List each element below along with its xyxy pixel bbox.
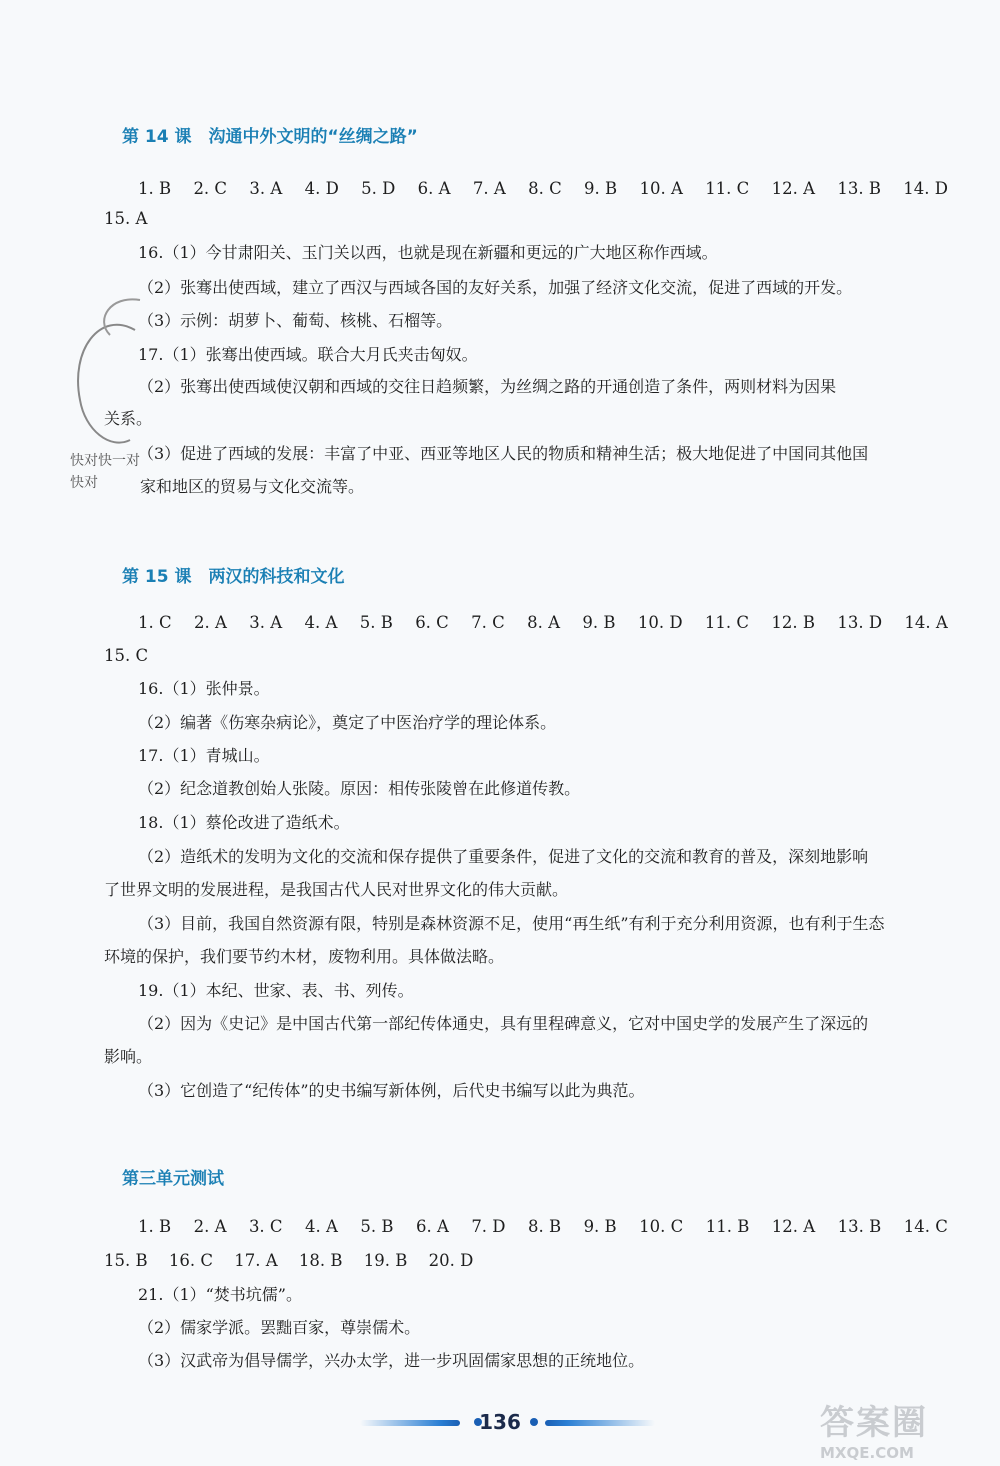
- footer-bar-right: [545, 1420, 655, 1426]
- answer-line: 关系。: [104, 409, 153, 428]
- answer-line: （2）造纸术的发明为文化的交流和保存提供了重要条件，促进了文化的交流和教育的普及，深刻地影响: [138, 847, 869, 866]
- unit-3-answers: [138, 1216, 948, 1238]
- answer-item: 14. C: [903, 1217, 948, 1236]
- footer-bar-left: [360, 1420, 460, 1426]
- answer-line: 16.（1）今甘肃阳关、玉门关以西，也就是现在新疆和更远的广大地区称作西域。: [138, 243, 718, 262]
- answer-item: 1. C: [138, 613, 172, 632]
- answer-item: 14. D: [903, 179, 948, 198]
- answer-item: 2. A: [193, 613, 227, 632]
- answer-item: 12. A: [771, 179, 816, 198]
- answer-item: 9. B: [584, 179, 618, 198]
- answer-item: 20. D: [428, 1251, 474, 1270]
- lesson-15-heading: 第 15 课 两汉的科技和文化: [122, 567, 345, 587]
- answer-item: 11. C: [704, 613, 750, 632]
- answer-item: 10. D: [637, 613, 683, 632]
- answer-item: 3. A: [249, 179, 283, 198]
- answer-item: 13. B: [837, 1217, 882, 1236]
- answer-item: 4. A: [304, 613, 338, 632]
- answer-line: 18.（1）蔡伦改进了造纸术。: [138, 813, 350, 832]
- answer-item: 10. A: [639, 179, 683, 198]
- answer-item: 2. C: [193, 179, 228, 198]
- pen-mark-icon: [40, 290, 150, 460]
- lesson-14-answers-cont: [104, 208, 163, 230]
- answer-item: 7. D: [471, 1217, 506, 1236]
- answer-line: （2）编著《伤寒杂病论》，奠定了中医治疗学的理论体系。: [138, 713, 557, 732]
- answer-line: 影响。: [104, 1047, 153, 1066]
- answer-item: 11. C: [705, 179, 750, 198]
- unit-3-answers-cont: [104, 1250, 489, 1272]
- page-number: 136: [479, 1410, 521, 1434]
- unit-3-heading: 第三单元测试: [122, 1169, 224, 1189]
- answer-item: 8. B: [527, 1217, 562, 1236]
- watermark-logo-url: MXQE.COM: [820, 1444, 914, 1462]
- answer-item: 15. C: [104, 646, 149, 665]
- answer-item: 8. A: [527, 613, 561, 632]
- answer-item: 4. A: [305, 1217, 338, 1236]
- answer-item: 15. A: [104, 209, 148, 228]
- answer-line: （2）纪念道教创始人张陵。原因：相传张陵曾在此修道传教。: [138, 779, 581, 798]
- answer-line: （2）张骞出使西域使汉朝和西域的交往日趋频繁，为丝绸之路的开通创造了条件，两则材料为因果: [138, 377, 837, 396]
- answer-line: （3）目前，我国自然资源有限，特别是森林资源不足，使用“再生纸”有利于充分利用资源，也有利于生态: [138, 914, 885, 933]
- answer-item: 4. D: [304, 179, 339, 198]
- answer-item: 5. D: [361, 179, 396, 198]
- answer-line: 21.（1）“焚书坑儒”。: [138, 1285, 302, 1304]
- answer-line: （3）汉武帝为倡导儒学，兴办太学，进一步巩固儒家思想的正统地位。: [138, 1351, 645, 1370]
- answer-line: （3）它创造了“纪传体”的史书编写新体例，后代史书编写以此为典范。: [138, 1081, 645, 1100]
- answer-line: （3）示例：胡萝卜、葡萄、核桃、石榴等。: [138, 311, 453, 330]
- answer-item: 6. C: [415, 613, 449, 632]
- answer-item: 5. B: [359, 613, 393, 632]
- answer-item: 5. B: [360, 1217, 394, 1236]
- answer-item: 1. B: [138, 1217, 172, 1236]
- answer-line: 17.（1）青城山。: [138, 746, 270, 765]
- answer-item: 15. B: [104, 1251, 148, 1270]
- answer-item: 7. C: [471, 613, 505, 632]
- site-watermark-logo: [820, 1395, 990, 1465]
- answer-line: 环境的保护，我们要节约木材，废物利用。具体做法略。: [104, 947, 505, 966]
- answer-line: （2）因为《史记》是中国古代第一部纪传体通史，具有里程碑意义，它对中国史学的发展产生了深远的: [138, 1014, 869, 1033]
- answer-item: 17. A: [234, 1251, 278, 1270]
- watermark-line: 快对: [70, 475, 98, 491]
- answer-line: （3）促进了西域的发展：丰富了中亚、西亚等地区人民的物质和精神生活；极大地促进了中国同其他国: [138, 444, 869, 463]
- answer-item: 13. B: [837, 179, 881, 198]
- answer-line: 了世界文明的发展进程，是我国古代人民对世界文化的伟大贡献。: [104, 880, 569, 899]
- answer-item: 6. A: [415, 1217, 449, 1236]
- answer-item: 1. B: [138, 179, 172, 198]
- answer-item: 16. C: [168, 1251, 213, 1270]
- answer-line: （2）儒家学派。罢黜百家，尊崇儒术。: [138, 1318, 421, 1337]
- answer-item: 11. B: [705, 1217, 750, 1236]
- answer-item: 3. A: [249, 613, 283, 632]
- lesson-14-heading: 第 14 课 沟通中外文明的“丝绸之路”: [122, 127, 418, 147]
- answer-line: 家和地区的贸易与文化交流等。: [140, 477, 365, 496]
- answer-item: 12. A: [771, 1217, 816, 1236]
- answer-item: 9. B: [582, 613, 616, 632]
- answer-item: 19. B: [363, 1251, 408, 1270]
- answer-item: 18. B: [298, 1251, 343, 1270]
- answer-item: 14. A: [904, 613, 948, 632]
- answer-item: 8. C: [528, 179, 562, 198]
- answer-item: 3. C: [248, 1217, 283, 1236]
- footer-dot-icon: [530, 1418, 538, 1426]
- lesson-15-answers-cont: [104, 645, 164, 667]
- answer-item: 2. A: [193, 1217, 227, 1236]
- answer-item: 7. A: [472, 179, 506, 198]
- answer-item: 12. B: [771, 613, 815, 632]
- answer-line: （2）张骞出使西域，建立了西汉与西域各国的友好关系，加强了经济文化交流，促进了西域的开发。: [138, 278, 853, 297]
- watermark-line: 快对快一对: [70, 453, 140, 469]
- answer-line: 19.（1）本纪、世家、表、书、列传。: [138, 981, 414, 1000]
- watermark-logo-text: 答案圈: [820, 1403, 928, 1443]
- lesson-14-answers: [138, 178, 948, 200]
- answer-line: 16.（1）张仲景。: [138, 679, 270, 698]
- answer-item: 9. B: [583, 1217, 617, 1236]
- answer-item: 13. D: [837, 613, 883, 632]
- answer-item: 6. A: [417, 179, 451, 198]
- lesson-15-answers: [138, 612, 948, 634]
- answer-line: 17.（1）张骞出使西域。联合大月氏夹击匈奴。: [138, 345, 478, 364]
- answer-item: 10. C: [639, 1217, 684, 1236]
